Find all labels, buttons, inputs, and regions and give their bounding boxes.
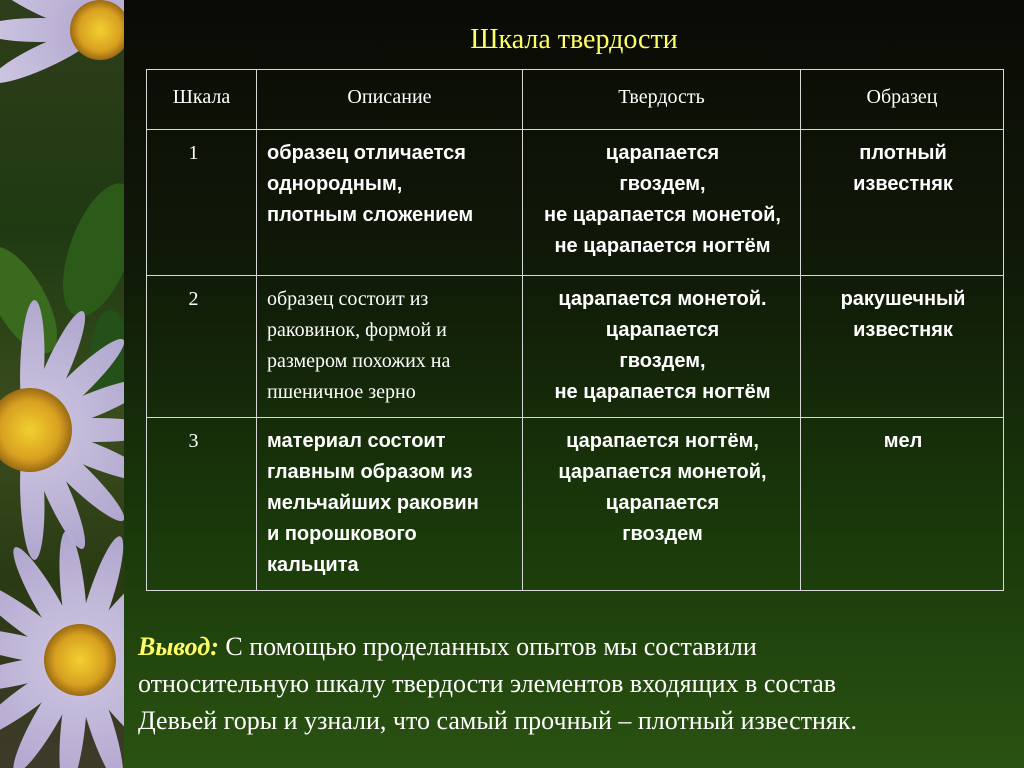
flower-photo (0, 0, 124, 768)
hardness-line: гвоздем (622, 523, 703, 545)
description-line: кальцита (267, 554, 359, 576)
table-row (147, 130, 1004, 276)
description-line: раковинок, формой и (267, 319, 447, 341)
column-header-description: Описание (257, 70, 523, 130)
column-header-scale: Шкала (147, 70, 257, 130)
row-hardness (523, 276, 801, 418)
hardness-line: не царапается ногтём (554, 235, 771, 257)
hardness-line: царапается (605, 319, 720, 341)
hardness-line: не царапается монетой, (544, 204, 781, 226)
conclusion-line: относительную шкалу твердости элементов входящих в состав (138, 669, 837, 698)
hardness-line: царапается ногтём, (566, 430, 759, 452)
row-description (257, 276, 523, 418)
row-scale-number: 1 (147, 130, 257, 276)
row-scale-number: 3 (147, 418, 257, 591)
description-line: главным образом из (267, 461, 473, 483)
description-line: и порошкового (267, 523, 417, 545)
column-header-hardness: Твердость (523, 70, 801, 130)
conclusion (138, 628, 1018, 739)
sample-line: плотный (859, 142, 947, 164)
conclusion-text: С помощью проделанных опытов мы составили (225, 632, 757, 661)
conclusion-label: Вывод: (138, 632, 219, 661)
sample-line: ракушечный (840, 288, 966, 310)
description-line: однородным, (267, 173, 403, 195)
description-line: образец состоит из (267, 288, 429, 310)
row-hardness (523, 418, 801, 591)
sample-line: известняк (853, 319, 953, 341)
row-sample (801, 418, 1004, 591)
conclusion-line (138, 628, 1018, 665)
hardness-line: не царапается ногтём (554, 381, 771, 403)
description-line: образец отличается (267, 142, 466, 164)
description-line: материал состоит (267, 430, 446, 452)
conclusion-line: Девьей горы и узнали, что самый прочный – плотный известняк. (138, 706, 857, 735)
table-header-row (147, 70, 1004, 130)
hardness-line: гвоздем, (619, 173, 706, 195)
sample-line: известняк (853, 173, 953, 195)
slide-title: Шкала твердости (470, 24, 678, 55)
column-header-sample: Образец (801, 70, 1004, 130)
row-description (257, 418, 523, 591)
row-description (257, 130, 523, 276)
description-line: плотным сложением (267, 204, 474, 226)
description-line: размером похожих на (267, 350, 451, 372)
hardness-table (146, 69, 1004, 591)
row-scale-number: 2 (147, 276, 257, 418)
sample-line: мел (883, 430, 923, 452)
row-sample (801, 276, 1004, 418)
hardness-line: царапается монетой. (558, 288, 767, 310)
hardness-line: царапается (605, 492, 720, 514)
description-line: пшеничное зерно (267, 381, 416, 403)
hardness-line: царапается монетой, (558, 461, 767, 483)
row-hardness (523, 130, 801, 276)
row-sample (801, 130, 1004, 276)
description-line: мельчайших раковин (267, 492, 479, 514)
hardness-line: царапается (605, 142, 720, 164)
hardness-line: гвоздем, (619, 350, 706, 372)
table-row (147, 418, 1004, 591)
table-row (147, 276, 1004, 418)
